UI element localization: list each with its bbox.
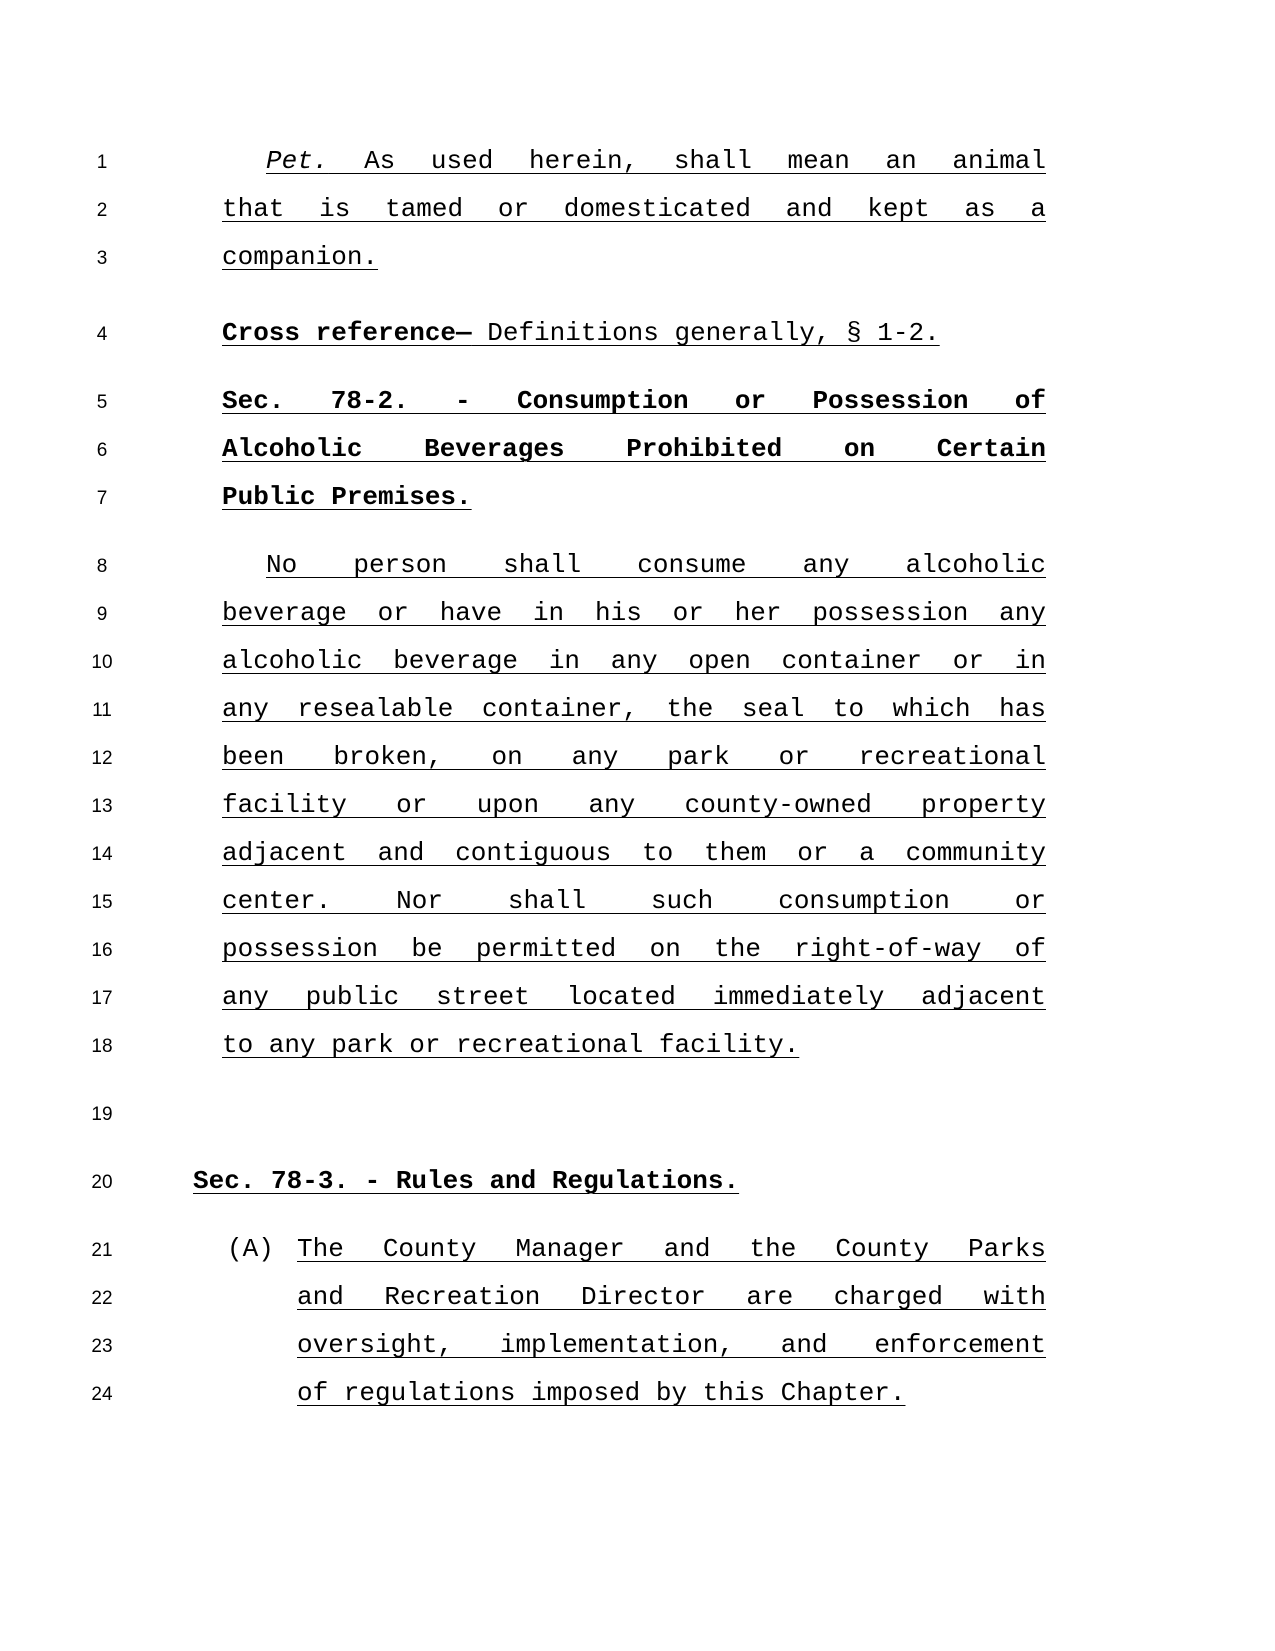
list-item-line: The County Manager and the County Parks (297, 1234, 1046, 1264)
section-body-line: alcoholic beverage in any open container or in (222, 646, 1046, 676)
line-number: 24 (91, 1384, 113, 1405)
pet-term: Pet. (266, 146, 329, 176)
cross-reference-text: Definitions generally, § 1-2. (471, 318, 940, 348)
line-number: 19 (91, 1104, 113, 1125)
line-number: 2 (96, 200, 108, 221)
line-number: 4 (96, 324, 108, 345)
line-number: 8 (96, 556, 108, 577)
line-number: 15 (91, 892, 113, 913)
line-number: 21 (91, 1240, 113, 1261)
cross-reference-label: Cross reference— (222, 318, 472, 348)
line-number: 20 (91, 1172, 113, 1193)
line-number: 3 (96, 248, 108, 269)
list-item-line: of regulations imposed by this Chapter. (297, 1378, 906, 1408)
pet-definition-line: companion. (222, 242, 379, 272)
section-body-line: possession be permitted on the right-of-way of (222, 934, 1046, 964)
line-number: 17 (91, 988, 113, 1009)
line-number: 6 (96, 440, 108, 461)
line-number: 14 (91, 844, 113, 865)
line-number: 16 (91, 940, 113, 961)
section-heading-line: Public Premises. (222, 482, 472, 512)
section-heading-line: Sec. 78-2. - Consumption or Possession of (222, 386, 1046, 416)
section-body-line: facility or upon any county-owned property (222, 790, 1046, 820)
line-number: 22 (91, 1288, 113, 1309)
line-number: 11 (92, 700, 112, 721)
line-number: 1 (96, 152, 108, 173)
pet-definition-line (222, 144, 1046, 178)
list-marker: (A) (227, 1234, 274, 1264)
section-body-line: No person shall consume any alcoholic (266, 550, 1046, 580)
pet-definition-line: that is tamed or domesticated and kept as a (222, 194, 1046, 224)
list-item-line: and Recreation Director are charged with (297, 1282, 1046, 1312)
line-number: 7 (96, 488, 108, 509)
line-number: 9 (96, 604, 108, 625)
line-number: 13 (91, 796, 113, 817)
section-heading-line: Alcoholic Beverages Prohibited on Certain (222, 434, 1046, 464)
list-item-line: oversight, implementation, and enforcement (297, 1330, 1046, 1360)
line-number: 18 (91, 1036, 113, 1057)
section-body-line: any public street located immediately adjacent (222, 982, 1046, 1012)
section-body-line: been broken, on any park or recreational (222, 742, 1046, 772)
cross-reference (222, 316, 1046, 350)
line-number: 23 (91, 1336, 113, 1357)
section-body-line: adjacent and contiguous to them or a community (222, 838, 1046, 868)
section-heading: Sec. 78-3. - Rules and Regulations. (193, 1166, 740, 1196)
line-number: 12 (91, 748, 113, 769)
line-number: 5 (96, 392, 108, 413)
section-body-line: center. Nor shall such consumption or (222, 886, 1046, 916)
section-body-line: to any park or recreational facility. (222, 1030, 800, 1060)
pet-definition-text: As used herein, shall mean an animal (328, 146, 1046, 176)
section-body-line: any resealable container, the seal to which has (222, 694, 1046, 724)
section-body-line: beverage or have in his or her possession any (222, 598, 1046, 628)
line-number: 10 (91, 652, 113, 673)
